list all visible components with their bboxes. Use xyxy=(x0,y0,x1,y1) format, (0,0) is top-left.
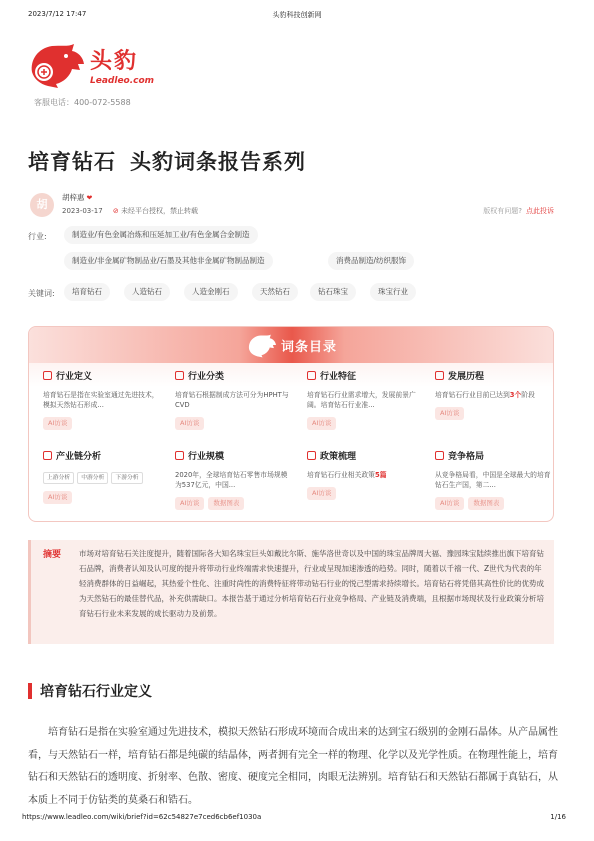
print-url[interactable]: https://www.leadleo.com/wiki/brief?id=62c54827e7ced6cb6ef1030a xyxy=(22,813,262,821)
brand-name: 头豹 xyxy=(90,49,139,74)
catalog-title: 词条目录 xyxy=(281,340,338,355)
ai-interview-pill[interactable]: AI访谈 xyxy=(435,407,464,420)
catalog-item-industry-chain[interactable] xyxy=(43,451,161,504)
policy-icon xyxy=(307,451,316,460)
history-icon xyxy=(435,371,444,380)
keyword-tag[interactable]: 珠宝行业 xyxy=(370,283,416,301)
catalog-item-title: 行业规模 xyxy=(188,452,225,462)
abstract-box xyxy=(28,540,554,644)
title-main: 培育钻石 xyxy=(28,150,116,174)
catalog-item-market-size[interactable] xyxy=(175,451,293,510)
features-icon xyxy=(307,371,316,380)
catalog-item-desc: 培育钻石行业需求增大，发展前景广阔。培育钻石行业准... xyxy=(307,391,416,409)
catalog-panel xyxy=(28,326,554,522)
report-question: 版权有问题? xyxy=(483,207,522,215)
catalog-item-title: 行业分类 xyxy=(188,372,225,382)
data-chart-pill[interactable]: 数据图表 xyxy=(468,497,504,510)
definition-icon xyxy=(43,371,52,380)
section-accent-bar xyxy=(28,683,32,699)
keyword-tag[interactable]: 天然钻石 xyxy=(252,283,298,301)
section-title: 培育钻石行业定义 xyxy=(40,684,152,700)
catalog-item-desc: 培育钻石根据制成方法可分为HPHT与CVD xyxy=(175,391,289,409)
print-header xyxy=(0,10,594,24)
catalog-item-title: 行业定义 xyxy=(56,372,93,382)
catalog-item-title: 发展历程 xyxy=(448,372,485,382)
catalog-item-competition[interactable] xyxy=(435,451,553,510)
author-name-line xyxy=(62,192,92,203)
publish-date: 2023-03-17 xyxy=(62,207,103,215)
keyword-tag[interactable]: 人造钻石 xyxy=(124,283,170,301)
downstream-tag[interactable]: 下游分析 xyxy=(111,472,142,484)
ai-interview-pill[interactable]: AI访谈 xyxy=(43,417,72,430)
catalog-item-title: 行业特征 xyxy=(320,372,357,382)
forbidden-icon: ⊘ xyxy=(112,207,119,215)
title-sub: 头豹词条报告系列 xyxy=(130,150,306,174)
competition-icon xyxy=(435,451,444,460)
catalog-item-desc: 培育钻石是指在实验室通过先进技术，模拟天然钻石形成... xyxy=(43,391,159,409)
industry-tag[interactable]: 制造业/有色金属冶炼和压延加工业/有色金属合金制造 xyxy=(64,226,258,244)
industry-tag[interactable]: 消费品制造/纺织服饰 xyxy=(328,252,414,270)
author-name[interactable]: 胡梓惠 xyxy=(62,193,85,202)
industry-chain-icon xyxy=(43,451,52,460)
ai-interview-pill[interactable]: AI访谈 xyxy=(43,491,72,504)
midstream-tag[interactable]: 中游分析 xyxy=(77,472,108,484)
avatar[interactable]: 胡 xyxy=(30,193,54,217)
ai-interview-pill[interactable]: AI访谈 xyxy=(307,417,336,430)
copyright-text: 未经平台授权，禁止转载 xyxy=(121,207,199,215)
section-paragraph: 培育钻石是指在实验室通过先进技术，模拟天然钻石形成环境而合成出来的达到宝石级别的金刚石晶体。从产品属性看，与天然钻石一样，培育钻石都是纯碳的结晶体，两者拥有完全一样的物理、化学以及光学性质。在物理性能上，培育钻石和天然钻石的透明度、折射率、色散、密度、硬度完全相同，肉眼无法辨别。培育钻石和天然钻石都属于真钻石，从本质上不同于仿钻类的莫桑石和锆石。 xyxy=(28,727,558,806)
catalog-item-desc: 2020年，全球培育钻石零售市场规模为537亿元，中国... xyxy=(175,471,288,489)
customer-hotline: 客服电话：400-072-5588 xyxy=(34,98,131,107)
catalog-item-policy[interactable] xyxy=(307,451,425,500)
catalog-item-history[interactable] xyxy=(435,371,553,420)
catalog-item-title: 政策梳理 xyxy=(320,452,357,462)
keyword-tag[interactable]: 培育钻石 xyxy=(64,283,110,301)
catalog-item-features[interactable] xyxy=(307,371,425,430)
catalog-item-definition[interactable] xyxy=(43,371,161,430)
ai-interview-pill[interactable]: AI访谈 xyxy=(435,497,464,510)
page-number: 1/16 xyxy=(550,813,566,821)
ai-interview-pill[interactable]: AI访谈 xyxy=(175,497,204,510)
catalog-item-title: 竞争格局 xyxy=(448,452,485,462)
copyright-notice xyxy=(113,206,198,216)
catalog-badge xyxy=(247,333,337,359)
catalog-banner xyxy=(29,327,554,363)
catalog-item-title: 产业链分析 xyxy=(56,452,102,462)
author-meta xyxy=(62,206,198,216)
abstract-label: 摘要 xyxy=(43,550,62,560)
keywords-label: 关键词: xyxy=(28,289,55,298)
keyword-tag[interactable]: 钻石珠宝 xyxy=(310,283,356,301)
brand-domain: Leadleo.com xyxy=(90,76,155,86)
upstream-tag[interactable]: 上游分析 xyxy=(43,472,74,484)
author-verified-icon: ❤ xyxy=(86,194,93,202)
catalog-item-desc: 培育钻石行业目前已达到3个阶段 xyxy=(435,391,535,399)
catalog-item-classification[interactable] xyxy=(175,371,293,430)
leopard-logo-icon xyxy=(28,42,86,90)
keyword-tag[interactable]: 人造金刚石 xyxy=(184,283,238,301)
print-datetime: 2023/7/12 17:47 xyxy=(28,10,87,18)
copyright-report xyxy=(483,206,554,216)
print-footer xyxy=(0,813,594,825)
data-chart-pill[interactable]: 数据图表 xyxy=(208,497,244,510)
page-title xyxy=(28,146,306,176)
abstract-text: 市场对培育钻石关注度提升，随着国际各大知名珠宝巨头如戴比尔斯、施华洛世奇以及中国的珠宝品牌周大福、豫园珠宝陆续推出旗下培育钻石品牌，消费者认知及认可度的提升将带动行业终端需求快速提升，行业或呈现加速渗透的趋势。同时，随着以千禧一代、Z世代为代表的年轻消费群体的日益崛起，其热爱个性化、注重时尚性的消费特征将带动钻石行业的悦己型需求持续增长。培育钻石将凭借其高性价比的优势成为天然钻石的最佳替代品，补充供需缺口。本报告基于通过分析培育钻石行业竞争格局、产业链及消费端，且根据市场现状及行业政策分析培育钻石行业未来发展的成长驱动力及前景。 xyxy=(79,549,544,618)
classification-icon xyxy=(175,371,184,380)
ai-interview-pill[interactable]: AI访谈 xyxy=(175,417,204,430)
leopard-logo-icon xyxy=(247,333,277,359)
catalog-item-desc: 培育钻石行业相关政策5篇 xyxy=(307,471,387,479)
ai-interview-pill[interactable]: AI访谈 xyxy=(307,487,336,500)
print-site-name: 头豹科技创新网 xyxy=(272,11,322,19)
catalog-item-desc: 从竞争格局看，中国是全球最大的培育钻石生产国，第二... xyxy=(435,471,551,489)
industry-tag[interactable]: 制造业/非金属矿物制品业/石墨及其他非金属矿物制品制造 xyxy=(64,252,273,270)
industry-label: 行业: xyxy=(28,232,47,241)
report-link[interactable]: 点此投诉 xyxy=(526,207,554,215)
market-size-icon xyxy=(175,451,184,460)
brand-logo[interactable] xyxy=(28,42,178,96)
